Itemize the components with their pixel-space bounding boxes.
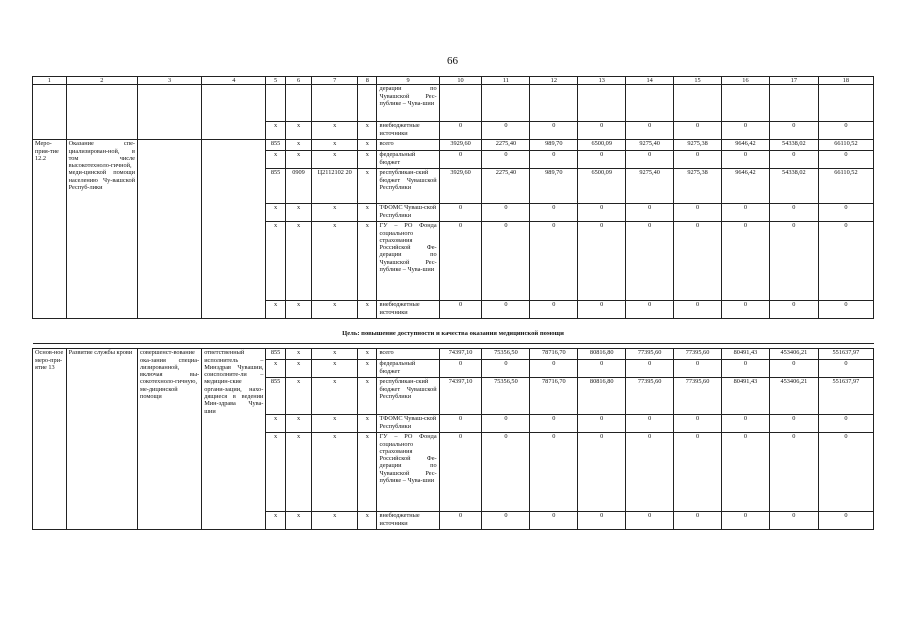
- value-cell: 9646,42: [722, 169, 770, 204]
- funding-source: внебюджетные источники: [377, 301, 439, 319]
- value-cell: 0: [482, 122, 530, 140]
- funding-source: внебюджетные источники: [377, 122, 439, 140]
- cell: 855: [266, 349, 285, 360]
- cell: [285, 85, 312, 122]
- cell: [312, 85, 358, 122]
- funding-source: ТФОМС Чуваш-ской Республики: [377, 204, 439, 222]
- value-cell: 0: [769, 433, 818, 512]
- value-cell: 78716,70: [530, 378, 578, 415]
- value-cell: 78716,70: [530, 349, 578, 360]
- table-row: [33, 85, 874, 122]
- value-cell: 6500,09: [578, 140, 626, 151]
- cell: x: [285, 349, 312, 360]
- value-cell: 6500,09: [578, 169, 626, 204]
- column-number-row: [33, 77, 874, 85]
- value-cell: 0: [578, 415, 626, 433]
- value-cell: 77395,60: [626, 349, 674, 360]
- activity-executor: ответственный исполнитель – Минздрав Чувашии, соисполните-ли – медицин-ские органи-зации, нахо-дящиеся в ведении Мин-здрава Чува-шии: [202, 349, 266, 530]
- value-cell: 0: [482, 360, 530, 378]
- cell: 855: [266, 140, 285, 151]
- value-cell: 66110,52: [818, 140, 873, 151]
- cell: x: [312, 204, 358, 222]
- cell: [769, 85, 818, 122]
- value-cell: 0: [482, 512, 530, 530]
- activity-label: Основ-ное меро-при-ятие 13: [33, 349, 67, 530]
- column-number: 2: [66, 77, 137, 85]
- value-cell: 0: [578, 512, 626, 530]
- cell: [66, 85, 137, 140]
- cell: [137, 85, 201, 140]
- cell: x: [358, 140, 377, 151]
- budget-table: [32, 76, 874, 530]
- cell: x: [285, 151, 312, 169]
- funding-source: ГУ – РО Фонда социального страхования Российской Фе-дерации по Чувашской Рес-публике – Чува-шии: [377, 222, 439, 301]
- column-number: 6: [285, 77, 312, 85]
- value-cell: 0: [769, 204, 818, 222]
- value-cell: 0: [439, 301, 482, 319]
- cell: x: [266, 204, 285, 222]
- value-cell: 0: [439, 151, 482, 169]
- column-number: 13: [578, 77, 626, 85]
- cell: x: [285, 378, 312, 415]
- value-cell: 0: [439, 415, 482, 433]
- cell: x: [358, 415, 377, 433]
- goal-heading: Цель: повышение доступности и качества оказания медицинской помощи: [33, 319, 874, 344]
- value-cell: 0: [722, 415, 770, 433]
- cell: x: [358, 360, 377, 378]
- column-number: 1: [33, 77, 67, 85]
- value-cell: 0: [769, 415, 818, 433]
- value-cell: 989,70: [530, 140, 578, 151]
- value-cell: 80816,80: [578, 378, 626, 415]
- value-cell: 0: [482, 301, 530, 319]
- cell: x: [266, 433, 285, 512]
- cell: x: [358, 349, 377, 360]
- value-cell: 0: [818, 301, 873, 319]
- funding-source: ГУ – РО Фонда социального страхования Российской Фе-дерации по Чувашской Рес-публике – Чува-шии: [377, 433, 439, 512]
- value-cell: 0: [722, 204, 770, 222]
- funding-source: всего: [377, 140, 439, 151]
- value-cell: 2275,40: [482, 140, 530, 151]
- value-cell: 453406,21: [769, 349, 818, 360]
- cell: x: [358, 301, 377, 319]
- column-number: 15: [674, 77, 722, 85]
- cell: x: [285, 122, 312, 140]
- value-cell: 0: [530, 433, 578, 512]
- column-number: 18: [818, 77, 873, 85]
- cell: 855: [266, 378, 285, 415]
- value-cell: 0: [626, 301, 674, 319]
- value-cell: 75356,50: [482, 378, 530, 415]
- value-cell: 0: [482, 151, 530, 169]
- cell: x: [266, 301, 285, 319]
- column-number: 8: [358, 77, 377, 85]
- funding-source: республикан-ский бюджет Чувашской Республики: [377, 169, 439, 204]
- value-cell: 54338,02: [769, 169, 818, 204]
- value-cell: 551637,97: [818, 349, 873, 360]
- cell: x: [358, 151, 377, 169]
- cell: x: [312, 122, 358, 140]
- cell: x: [266, 415, 285, 433]
- value-cell: 0: [530, 122, 578, 140]
- cell: [266, 85, 285, 122]
- value-cell: 3929,60: [439, 140, 482, 151]
- value-cell: 0: [578, 204, 626, 222]
- cell: [626, 85, 674, 122]
- value-cell: 0: [439, 122, 482, 140]
- funding-source: республикан-ский бюджет Чувашской Республики: [377, 378, 439, 415]
- value-cell: 0: [674, 151, 722, 169]
- value-cell: 74397,10: [439, 378, 482, 415]
- value-cell: 0: [439, 433, 482, 512]
- value-cell: 0: [722, 433, 770, 512]
- value-cell: 66110,52: [818, 169, 873, 204]
- column-number: 11: [482, 77, 530, 85]
- value-cell: 3929,60: [439, 169, 482, 204]
- value-cell: 0: [674, 360, 722, 378]
- column-number: 5: [266, 77, 285, 85]
- value-cell: 74397,10: [439, 349, 482, 360]
- cell: [137, 140, 201, 319]
- cell: x: [312, 360, 358, 378]
- funding-source: ТФОМС Чуваш-ской Республики: [377, 415, 439, 433]
- value-cell: 0: [530, 222, 578, 301]
- cell: x: [312, 415, 358, 433]
- cell: [202, 85, 266, 140]
- cell: x: [285, 415, 312, 433]
- value-cell: 0: [674, 415, 722, 433]
- cell: x: [285, 301, 312, 319]
- cell: x: [312, 512, 358, 530]
- value-cell: 551637,97: [818, 378, 873, 415]
- cell: [578, 85, 626, 122]
- value-cell: 0: [818, 122, 873, 140]
- cell: [530, 85, 578, 122]
- value-cell: 0: [769, 512, 818, 530]
- cell: x: [312, 222, 358, 301]
- value-cell: 0: [578, 151, 626, 169]
- cell: x: [358, 512, 377, 530]
- value-cell: 0: [722, 301, 770, 319]
- cell: x: [266, 222, 285, 301]
- value-cell: 0: [439, 222, 482, 301]
- funding-source: внебюджетные источники: [377, 512, 439, 530]
- cell: [202, 140, 266, 319]
- value-cell: 0: [626, 151, 674, 169]
- cell: [439, 85, 482, 122]
- value-cell: 0: [818, 222, 873, 301]
- cell: [358, 85, 377, 122]
- column-number: 14: [626, 77, 674, 85]
- value-cell: 0: [626, 360, 674, 378]
- cell: x: [358, 378, 377, 415]
- cell: x: [312, 433, 358, 512]
- value-cell: 77395,60: [674, 378, 722, 415]
- value-cell: 0: [439, 360, 482, 378]
- value-cell: 0: [530, 204, 578, 222]
- value-cell: 0: [722, 222, 770, 301]
- activity-indicator: совершенст-вование ока-зания специа-лизированной, включая вы-сокотехноло-гичную, ме-дицинской помощи: [137, 349, 201, 530]
- funding-source: федеральный бюджет: [377, 360, 439, 378]
- cell: x: [285, 360, 312, 378]
- value-cell: 0: [818, 415, 873, 433]
- cell: x: [358, 222, 377, 301]
- value-cell: 9275,40: [626, 140, 674, 151]
- cell: x: [358, 169, 377, 204]
- value-cell: 0: [626, 222, 674, 301]
- value-cell: 80491,43: [722, 349, 770, 360]
- value-cell: 0: [482, 415, 530, 433]
- value-cell: 0: [674, 122, 722, 140]
- column-number: 9: [377, 77, 439, 85]
- value-cell: 0: [818, 512, 873, 530]
- cell: [674, 85, 722, 122]
- value-cell: 0: [530, 512, 578, 530]
- value-cell: 0: [722, 512, 770, 530]
- activity-label: Меро-прия-тие 12.2: [33, 140, 67, 319]
- cell: x: [266, 512, 285, 530]
- value-cell: 0: [818, 433, 873, 512]
- value-cell: 0: [674, 204, 722, 222]
- value-cell: 0: [530, 360, 578, 378]
- value-cell: 0: [530, 415, 578, 433]
- value-cell: 0: [578, 222, 626, 301]
- cell: x: [312, 140, 358, 151]
- value-cell: 9275,38: [674, 169, 722, 204]
- value-cell: 0: [818, 360, 873, 378]
- value-cell: 0: [722, 151, 770, 169]
- cell: x: [312, 151, 358, 169]
- cell: 855: [266, 169, 285, 204]
- cell: [818, 85, 873, 122]
- value-cell: 9646,42: [722, 140, 770, 151]
- table-row: [33, 140, 874, 151]
- value-cell: 77395,60: [674, 349, 722, 360]
- cell: x: [266, 122, 285, 140]
- value-cell: 0: [578, 433, 626, 512]
- funding-source: федеральный бюджет: [377, 151, 439, 169]
- cell: x: [285, 140, 312, 151]
- value-cell: 0: [578, 360, 626, 378]
- page-number: 66: [447, 55, 458, 67]
- value-cell: 0: [482, 433, 530, 512]
- value-cell: 54338,02: [769, 140, 818, 151]
- column-number: 3: [137, 77, 201, 85]
- value-cell: 0: [626, 204, 674, 222]
- value-cell: 0: [578, 122, 626, 140]
- cell: x: [285, 222, 312, 301]
- value-cell: 80491,43: [722, 378, 770, 415]
- activity-name: Оказание спе-циализирован-ной, в том числе высокотехноло-гичной, меди-цинской помощи населению Чу-вашской Респуб-лики: [66, 140, 137, 319]
- cell: x: [285, 512, 312, 530]
- value-cell: 453406,21: [769, 378, 818, 415]
- cell: x: [266, 151, 285, 169]
- column-number: 7: [312, 77, 358, 85]
- column-number: 4: [202, 77, 266, 85]
- value-cell: 0: [626, 433, 674, 512]
- value-cell: 2275,40: [482, 169, 530, 204]
- column-number: 17: [769, 77, 818, 85]
- value-cell: 0: [769, 151, 818, 169]
- funding-source: дерации по Чувашской Рес-публике – Чува-шии: [377, 85, 439, 122]
- value-cell: 0: [530, 301, 578, 319]
- value-cell: 0: [482, 204, 530, 222]
- value-cell: 80816,80: [578, 349, 626, 360]
- activity-name: Развитие службы крови: [66, 349, 137, 530]
- value-cell: 0: [722, 122, 770, 140]
- cell: Ц2112102 20: [312, 169, 358, 204]
- goal-row: [33, 319, 874, 344]
- value-cell: 75356,50: [482, 349, 530, 360]
- value-cell: 9275,40: [626, 169, 674, 204]
- cell: x: [266, 360, 285, 378]
- value-cell: 0: [578, 301, 626, 319]
- value-cell: 9275,38: [674, 140, 722, 151]
- cell: 0909: [285, 169, 312, 204]
- value-cell: 0: [769, 360, 818, 378]
- value-cell: 0: [769, 301, 818, 319]
- value-cell: 0: [674, 301, 722, 319]
- cell: [722, 85, 770, 122]
- value-cell: 0: [439, 204, 482, 222]
- cell: x: [312, 301, 358, 319]
- value-cell: 0: [818, 151, 873, 169]
- value-cell: 0: [439, 512, 482, 530]
- cell: [482, 85, 530, 122]
- value-cell: 0: [530, 151, 578, 169]
- value-cell: 0: [674, 512, 722, 530]
- cell: x: [358, 433, 377, 512]
- cell: [33, 85, 67, 140]
- value-cell: 0: [769, 122, 818, 140]
- cell: x: [285, 433, 312, 512]
- cell: x: [312, 349, 358, 360]
- funding-source: всего: [377, 349, 439, 360]
- table-row: [33, 349, 874, 360]
- cell: x: [285, 204, 312, 222]
- cell: x: [358, 122, 377, 140]
- cell: x: [358, 204, 377, 222]
- value-cell: 0: [626, 415, 674, 433]
- value-cell: 0: [818, 204, 873, 222]
- value-cell: 0: [626, 512, 674, 530]
- value-cell: 77395,60: [626, 378, 674, 415]
- value-cell: 0: [674, 433, 722, 512]
- value-cell: 0: [626, 122, 674, 140]
- value-cell: 0: [674, 222, 722, 301]
- column-number: 12: [530, 77, 578, 85]
- value-cell: 989,70: [530, 169, 578, 204]
- column-number: 16: [722, 77, 770, 85]
- value-cell: 0: [482, 222, 530, 301]
- cell: x: [312, 378, 358, 415]
- value-cell: 0: [722, 360, 770, 378]
- column-number: 10: [439, 77, 482, 85]
- value-cell: 0: [769, 222, 818, 301]
